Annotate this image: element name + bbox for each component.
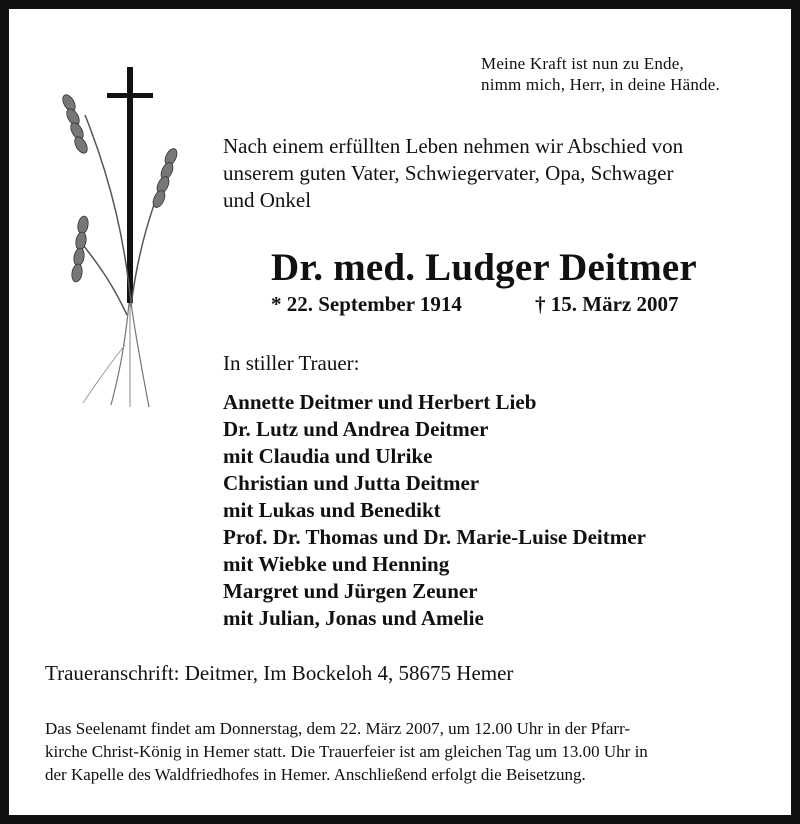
list-item: mit Lukas und Benedikt [223, 498, 441, 522]
notice-line: kirche Christ-König in Hemer statt. Die Trauerfeier ist am gleichen Tag um 13.00 Uhr in [45, 742, 648, 761]
list-item: mit Julian, Jonas und Amelie [223, 606, 484, 630]
mourning-label: In stiller Trauer: [223, 351, 360, 375]
mourners-list [223, 389, 783, 632]
list-item: Annette Deitmer und Herbert Lieb [223, 390, 537, 414]
intro-line: Nach einem erfüllten Leben nehmen wir Abschied von [223, 134, 684, 158]
list-item: Christian und Jutta Deitmer [223, 471, 480, 495]
mourning-address: Traueranschrift: Deitmer, Im Bockeloh 4, 58675 Hemer [45, 661, 514, 685]
cross-with-wheat-icon [39, 45, 191, 411]
list-item: Dr. Lutz und Andrea Deitmer [223, 417, 489, 441]
list-item: mit Wiebke und Henning [223, 552, 450, 576]
list-item: mit Claudia und Ulrike [223, 444, 433, 468]
notice-line: der Kapelle des Waldfriedhofes in Hemer. Anschließend erfolgt die Beisetzung. [45, 765, 586, 784]
notice-line: Das Seelenamt findet am Donnerstag, dem 22. März 2007, um 12.00 Uhr in der Pfarr- [45, 719, 631, 738]
death-date: † 15. März 2007 [535, 292, 679, 316]
motto-verse [481, 53, 781, 95]
intro-line: und Onkel [223, 188, 312, 212]
motto-line: nimm mich, Herr, in deine Hände. [481, 75, 720, 94]
birth-date: * 22. September 1914 [271, 292, 462, 316]
funeral-notice [45, 717, 775, 786]
motto-line: Meine Kraft ist nun zu Ende, [481, 54, 684, 73]
list-item: Margret und Jürgen Zeuner [223, 579, 478, 603]
list-item: Prof. Dr. Thomas und Dr. Marie-Luise Deitmer [223, 525, 646, 549]
intro-line: unserem guten Vater, Schwiegervater, Opa, Schwager [223, 161, 674, 185]
deceased-name: Dr. med. Ludger Deitmer [271, 246, 697, 289]
intro-text [223, 133, 783, 214]
